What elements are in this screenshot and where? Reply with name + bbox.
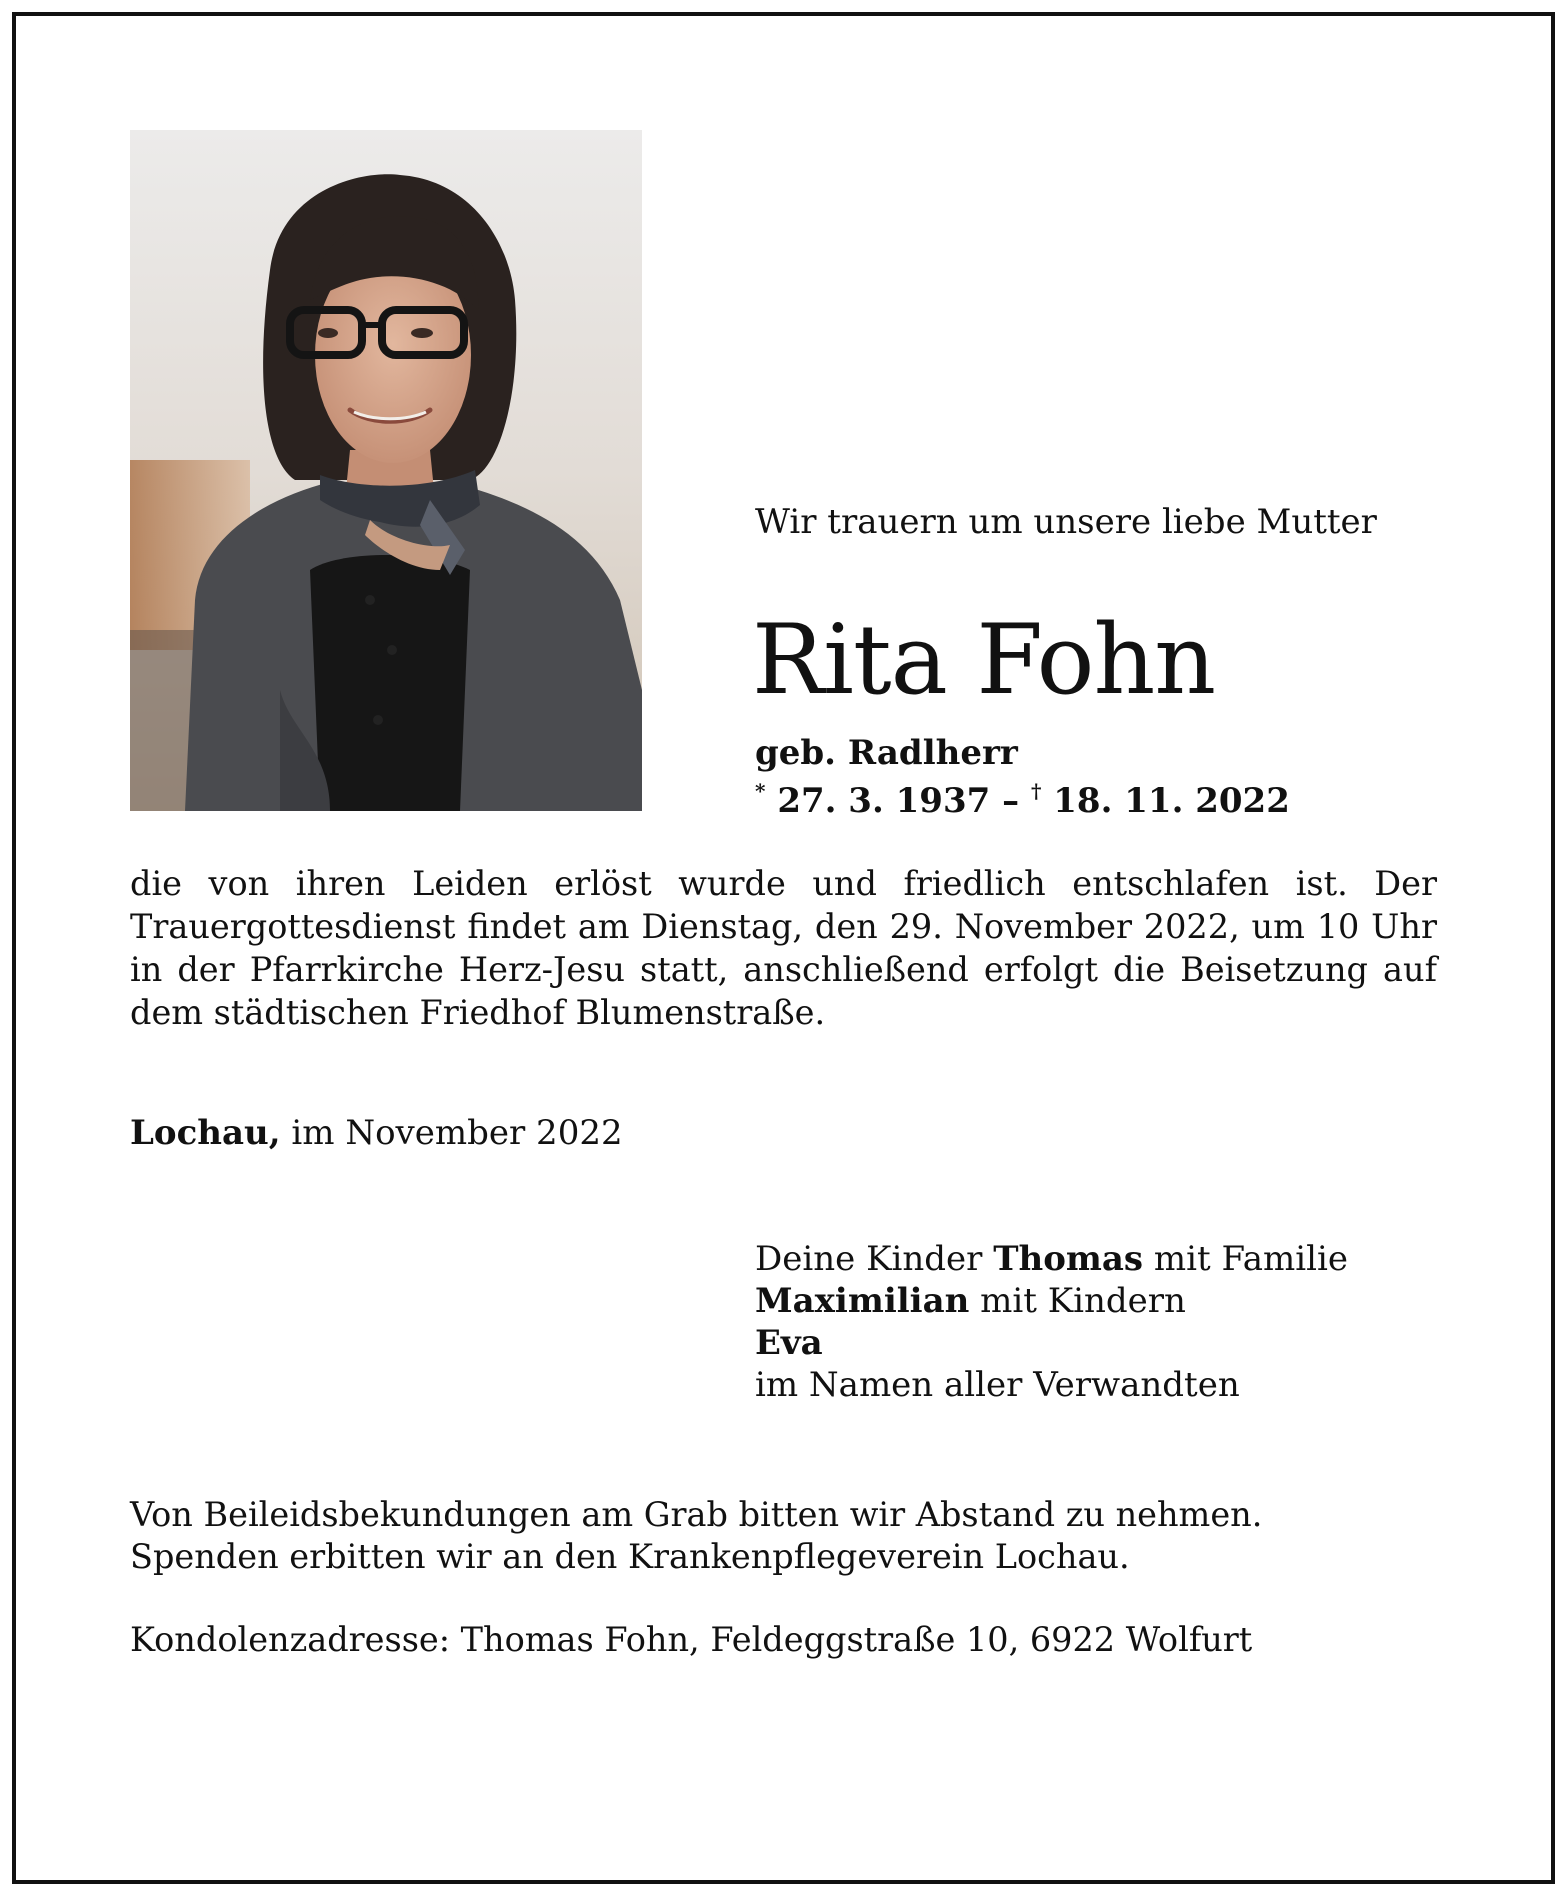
birth-date: 27. 3. 1937 <box>777 781 991 821</box>
signatory-name-thomas: Thomas <box>993 1239 1144 1279</box>
death-symbol: † <box>1030 779 1042 803</box>
signatory-suffix: mit Kindern <box>969 1281 1186 1321</box>
signatory-line: im Namen aller Verwandten <box>755 1365 1240 1405</box>
place-and-date <box>130 1113 623 1153</box>
birth-name: geb. Radlherr <box>755 733 1018 773</box>
signatory-line <box>755 1280 1348 1322</box>
signatories <box>755 1238 1348 1406</box>
notes <box>130 1494 1262 1578</box>
birth-symbol: * <box>755 779 766 803</box>
life-dates <box>755 779 1290 821</box>
place-date: im November 2022 <box>280 1113 623 1153</box>
date-separator: – <box>990 781 1031 821</box>
funeral-details: die von ihren Leiden erlöst wurde und friedlich entschlafen ist. Der Trauergottesdienst findet am Dienstag, den 29. November 2022, um 10 Uhr in der Pfarrkirche Herz-Jesu statt, anschließend erfolgt die Beisetzung auf dem städtischen Friedhof Blumenstraße. <box>130 864 1437 1032</box>
intro-line: Wir trauern um unsere liebe Mutter <box>755 502 1377 542</box>
deceased-name: Rita Fohn <box>752 604 1216 716</box>
death-date: 18. 11. 2022 <box>1053 781 1290 821</box>
signatory-name-maximilian: Maximilian <box>755 1281 970 1321</box>
signatory-line <box>755 1238 1348 1280</box>
signatory-line <box>755 1322 1348 1364</box>
portrait-illustration <box>130 130 642 811</box>
condolence-address: Kondolenzadresse: Thomas Fohn, Feldeggstraße 10, 6922 Wolfurt <box>130 1620 1253 1659</box>
portrait-photo <box>130 130 642 811</box>
place-city: Lochau, <box>130 1113 281 1153</box>
note-line: Von Beileidsbekundungen am Grab bitten wir Abstand zu nehmen. <box>130 1495 1263 1534</box>
signatory-name-eva: Eva <box>755 1323 823 1363</box>
note-line: Spenden erbitten wir an den Krankenpflegeverein Lochau. <box>130 1537 1130 1576</box>
signatory-prefix: Deine Kinder <box>755 1239 994 1279</box>
signatory-suffix: mit Familie <box>1143 1239 1348 1279</box>
